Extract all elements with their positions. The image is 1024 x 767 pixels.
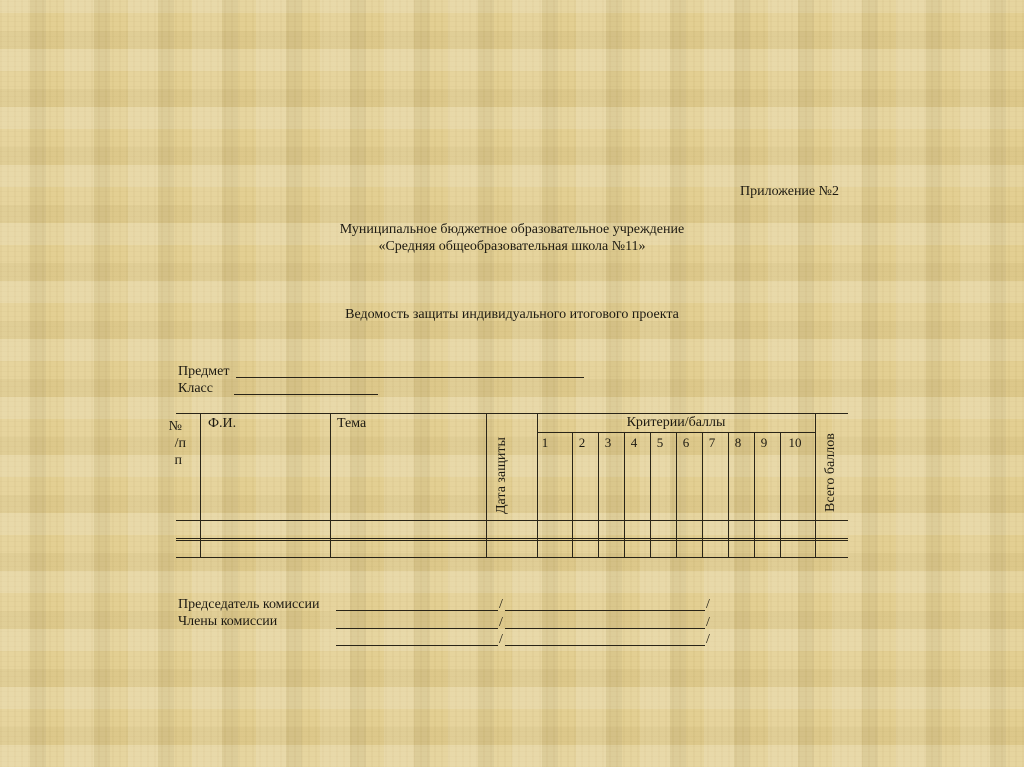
criteria-number: 5 [656,435,664,450]
col-number-header-line2: п/ [174,436,186,451]
member-name-line [505,645,705,646]
table-header-bottom [176,520,848,521]
signature-separator: / [499,597,503,612]
col-divider [200,413,201,558]
criteria-header: Критерии/баллы [626,415,726,430]
col-topic-header: Тема [337,416,367,431]
organization-name-line1: Муниципальное бюджетное образовательное учреждение [339,222,685,237]
col-divider [624,432,625,558]
col-divider [728,432,729,558]
member-signature-line [336,645,498,646]
col-total-header: Всего баллов [823,433,838,512]
criteria-number: 6 [682,435,690,450]
signature-separator: / [499,615,503,630]
signature-separator: / [706,632,710,647]
col-divider [330,413,331,558]
document-title: Ведомость защиты индивидуального итогового проекта [345,307,679,322]
class-label: Класс [178,381,213,396]
col-divider [780,432,781,558]
signature-separator: / [706,615,710,630]
criteria-number: 4 [630,435,638,450]
criteria-number: 1 [541,435,549,450]
signature-separator: / [499,632,503,647]
col-divider [815,413,816,558]
table-row-divider [176,538,848,539]
col-divider [676,432,677,558]
criteria-number: 9 [760,435,768,450]
subject-label: Предмет [178,364,230,379]
signature-separator: / [706,597,710,612]
col-number-header-line1: № [168,419,182,434]
col-divider [486,413,487,558]
subject-blank-line [236,377,406,378]
criteria-number: 8 [734,435,742,450]
class-blank-line [234,394,378,395]
commission-chair-label: Председатель комиссии [178,597,320,612]
chair-name-line [505,610,705,611]
col-number-header-line3: п [174,453,182,468]
table-row-divider [176,540,848,541]
col-divider [598,432,599,558]
table-top-border [176,413,848,414]
chair-signature-line [336,610,498,611]
organization-name-line2: «Средняя общеобразовательная школа №11» [378,239,646,254]
col-fio-header: Ф.И. [208,416,237,431]
col-divider [572,432,573,558]
member-signature-line [336,628,498,629]
col-date-header: Дата защиты [494,437,509,514]
appendix-label: Приложение №2 [740,184,839,199]
criteria-number: 2 [578,435,586,450]
col-divider [537,413,538,558]
col-divider [754,432,755,558]
col-divider [650,432,651,558]
criteria-number: 3 [604,435,612,450]
commission-members-label: Члены комиссии [178,614,278,629]
table-bottom-border [176,557,848,558]
col-divider [702,432,703,558]
member-name-line [505,628,705,629]
criteria-number: 7 [708,435,716,450]
criteria-number: 10 [788,435,802,450]
subject-blank-line-2 [406,377,584,378]
